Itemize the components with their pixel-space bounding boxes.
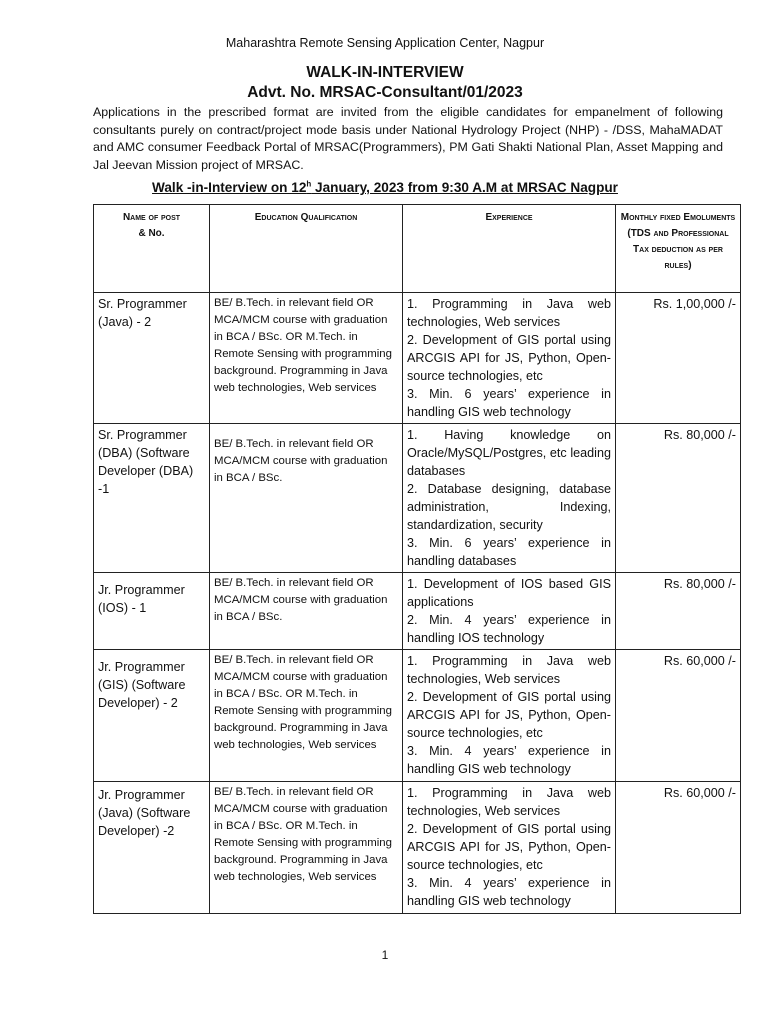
experience-item: 3. Min. 4 years’ experience in handling GIS web technology bbox=[407, 876, 611, 908]
experience-item: 2. Development of GIS portal using ARCGIS API for JS, Python, Open-source technologies, etc bbox=[407, 333, 611, 383]
cell-education: BE/ B.Tech. in relevant field OR MCA/MCM course with graduation in BCA / BSc. bbox=[210, 573, 403, 650]
cell-education: BE/ B.Tech. in relevant field OR MCA/MCM course with graduation in BCA / BSc. bbox=[210, 424, 403, 573]
cell-education: BE/ B.Tech. in relevant field OR MCA/MCM course with graduation in BCA / BSc. OR M.Tech. in Remote Sensing with programming background. Programming in Java web technologies, Web services bbox=[210, 650, 403, 782]
table-header-row bbox=[94, 205, 741, 293]
experience-item: 2. Database designing, database administration, Indexing, standardization, security bbox=[407, 482, 611, 532]
page-title: WALK-IN-INTERVIEW bbox=[306, 64, 464, 81]
intro-paragraph: Applications in the prescribed format are invited from the eligible candidates for empanelment of following consultants purely on contract/project mode basis under National Hydrology Project (NHP) - /DSS, MahaMADAT and AMC consumer Feedback Portal of MRSAC(Programmers), PM Gati Shakti National Plan, Asset Mapping and Jal Jeevan Mission project of MRSAC. bbox=[93, 105, 723, 172]
header-experience bbox=[403, 205, 616, 293]
table-row bbox=[94, 573, 741, 650]
cell-emolument: Rs. 80,000 /- bbox=[616, 424, 741, 573]
cell-emolument: Rs. 60,000 /- bbox=[616, 782, 741, 914]
advertisement-number: Advt. No. MRSAC-Consultant/01/2023 bbox=[247, 84, 523, 101]
experience-item: 1. Development of IOS based GIS applications bbox=[407, 577, 611, 609]
experience-item: 3. Min. 6 years’ experience in handling GIS web technology bbox=[407, 387, 611, 419]
experience-item: 1. Programming in Java web technologies, Web services bbox=[407, 297, 611, 329]
cell-post: Jr. Programmer (Java) (Software Developer) -2 bbox=[94, 782, 210, 914]
header-emoluments-label: Monthly fixed Emoluments (TDS and Professional Tax deduction as per rules) bbox=[620, 212, 736, 271]
header-post-no: & No. bbox=[138, 228, 165, 239]
header-post-label: Name of post bbox=[122, 212, 181, 223]
walkin-sup: h bbox=[306, 179, 312, 189]
table-row bbox=[94, 424, 741, 573]
cell-education: BE/ B.Tech. in relevant field OR MCA/MCM course with graduation in BCA / BSc. OR M.Tech. in Remote Sensing with programming background. Programming in Java web technologies, Web services bbox=[210, 293, 403, 424]
experience-item: 2. Development of GIS portal using ARCGIS API for JS, Python, Open-source technologies, etc bbox=[407, 822, 611, 872]
cell-experience bbox=[403, 573, 616, 650]
experience-item: 3. Min. 6 years’ experience in handling databases bbox=[407, 536, 611, 568]
experience-item: 3. Min. 4 years’ experience in handling GIS web technology bbox=[407, 744, 611, 776]
walkin-suffix: January, 2023 from 9:30 A.M at MRSAC Nagpur bbox=[311, 180, 618, 195]
cell-education: BE/ B.Tech. in relevant field OR MCA/MCM course with graduation in BCA / BSc. OR M.Tech. in Remote Sensing with programming background. Programming in Java web technologies, Web services bbox=[210, 782, 403, 914]
cell-post: Sr. Programmer (DBA) (Software Developer (DBA) -1 bbox=[94, 424, 210, 573]
cell-post: Sr. Programmer (Java) - 2 bbox=[94, 293, 210, 424]
organization-name: Maharashtra Remote Sensing Application Center, Nagpur bbox=[225, 36, 545, 50]
experience-item: 1. Programming in Java web technologies, Web services bbox=[407, 786, 611, 818]
experience-item: 1. Having knowledge on Oracle/MySQL/Postgres, etc leading databases bbox=[407, 428, 611, 478]
header-post bbox=[94, 205, 210, 293]
cell-post: Jr. Programmer (IOS) - 1 bbox=[94, 573, 210, 650]
header-experience-label: Experience bbox=[485, 212, 533, 223]
table-row bbox=[94, 650, 741, 782]
experience-item: 2. Development of GIS portal using ARCGIS API for JS, Python, Open-source technologies, etc bbox=[407, 690, 611, 740]
cell-emolument: Rs. 1,00,000 /- bbox=[616, 293, 741, 424]
experience-item: 2. Min. 4 years’ experience in handling IOS technology bbox=[407, 613, 611, 645]
posts-table bbox=[93, 204, 741, 914]
table-row bbox=[94, 293, 741, 424]
experience-item: 1. Programming in Java web technologies, Web services bbox=[407, 654, 611, 686]
table-row bbox=[94, 782, 741, 914]
cell-post: Jr. Programmer (GIS) (Software Developer) - 2 bbox=[94, 650, 210, 782]
header-education bbox=[210, 205, 403, 293]
cell-experience bbox=[403, 782, 616, 914]
cell-experience bbox=[403, 650, 616, 782]
cell-emolument: Rs. 60,000 /- bbox=[616, 650, 741, 782]
cell-experience bbox=[403, 293, 616, 424]
header-emoluments bbox=[616, 205, 741, 293]
walkin-prefix: Walk -in-Interview on 12 bbox=[152, 180, 307, 195]
header-education-label: Education Qualification bbox=[254, 212, 358, 223]
page-number: 1 bbox=[381, 948, 389, 962]
cell-emolument: Rs. 80,000 /- bbox=[616, 573, 741, 650]
cell-experience bbox=[403, 424, 616, 573]
walkin-date-line bbox=[0, 180, 770, 195]
